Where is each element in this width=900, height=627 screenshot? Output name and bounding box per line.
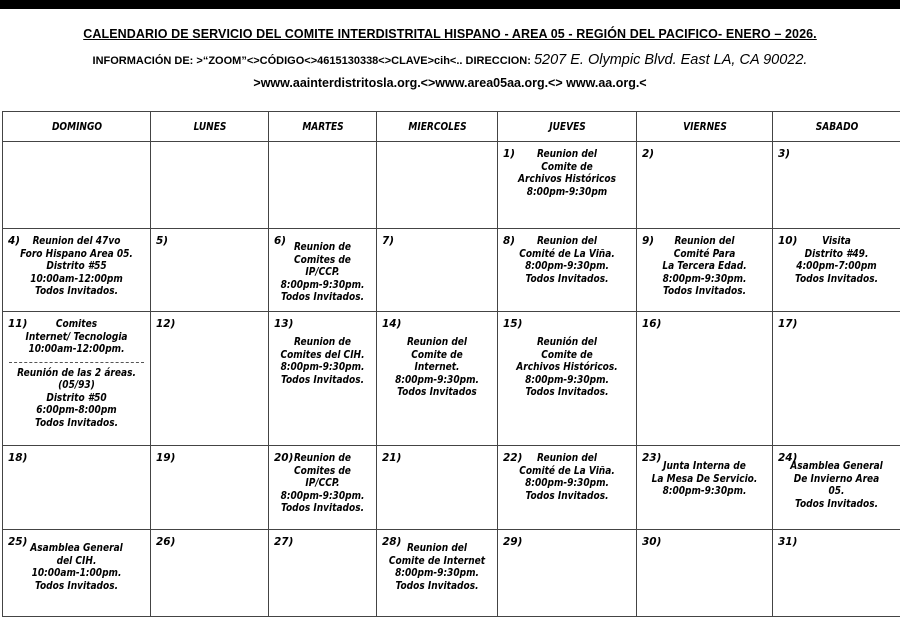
day-cell bbox=[637, 142, 773, 229]
weekday-header: DOMINGO bbox=[16, 112, 137, 142]
day-number: 19) bbox=[156, 452, 176, 464]
day-number: 25) bbox=[8, 536, 28, 548]
week-row bbox=[3, 229, 900, 312]
day-cell bbox=[151, 446, 269, 530]
day-cell bbox=[498, 530, 637, 617]
day-cell bbox=[3, 312, 151, 446]
day-cell bbox=[773, 142, 900, 229]
info-prefix: INFORMACIÓN DE: >“ZOOM”<>CÓDIGO<>4615130338<>CLAVE>cih<.. DIRECCION: bbox=[92, 55, 534, 67]
event-text: Reunion del Comite de Archivos Históricos 8:00pm-9:30pm bbox=[518, 148, 616, 198]
day-number: 5) bbox=[156, 235, 169, 247]
day-number: 1) bbox=[503, 148, 516, 160]
day-cell bbox=[498, 142, 637, 229]
day-number: 14) bbox=[382, 318, 402, 330]
day-cell bbox=[3, 229, 151, 312]
week-row bbox=[3, 530, 900, 617]
weekday-header: SABADO bbox=[784, 112, 889, 142]
day-number: 16) bbox=[642, 318, 662, 330]
day-cell bbox=[637, 530, 773, 617]
websites-line: >www.aainterdistritosla.org.<>www.area05aa.org.<> www.aa.org.< bbox=[253, 76, 647, 90]
day-number: 8) bbox=[503, 235, 516, 247]
day-number: 23) bbox=[642, 452, 662, 464]
weekday-header: MIERCOLES bbox=[387, 112, 486, 142]
day-number: 12) bbox=[156, 318, 176, 330]
event-text: Junta Interna de La Mesa De Servicio. 8:00pm-9:30pm. bbox=[651, 460, 758, 497]
day-cell bbox=[773, 530, 900, 617]
info-address: 5207 E. Olympic Blvd. East LA, CA 90022. bbox=[533, 52, 808, 68]
day-cell bbox=[637, 446, 773, 530]
info-line bbox=[0, 52, 900, 68]
weekday-header-row bbox=[3, 112, 900, 142]
weekday-header: JUEVES bbox=[510, 112, 624, 142]
event-text: Reunion del Comité de La Viña. 8:00pm-9:30pm. Todos Invitados. bbox=[519, 235, 615, 285]
day-number: 26) bbox=[156, 536, 176, 548]
event-text: Reunión de las 2 áreas. (05/93) Distrito #50 6:00pm-8:00pm Todos Invitados. bbox=[17, 366, 136, 429]
calendar-title: CALENDARIO DE SERVICIO DEL COMITE INTERDISTRITAL HISPANO - AREA 05 - REGIÓN DEL PACIFICO- ENERO – 2026. bbox=[83, 27, 817, 41]
day-cell bbox=[269, 312, 377, 446]
week-row bbox=[3, 446, 900, 530]
day-number: 22) bbox=[503, 452, 523, 464]
day-cell bbox=[377, 229, 498, 312]
event-text: Reunion del 47vo Foro Hispano Area 05. Distrito #55 10:00am-12:00pm Todos Invitados. bbox=[20, 235, 133, 297]
event-text: Reunion del Comite de Internet 8:00pm-9:30pm. Todos Invitados. bbox=[388, 542, 486, 592]
calendar-table bbox=[2, 111, 900, 617]
day-number: 21) bbox=[382, 452, 402, 464]
day-number: 7) bbox=[382, 235, 395, 247]
event-text: Reunión del Comite de Archivos Históricos. 8:00pm-9:30pm. Todos Invitados. bbox=[516, 336, 618, 398]
day-number: 4) bbox=[8, 235, 21, 247]
day-number: 3) bbox=[778, 148, 791, 160]
event-text: Reunion de Comites del CIH. 8:00pm-9:30pm. Todos Invitados. bbox=[280, 336, 365, 386]
day-cell bbox=[151, 530, 269, 617]
day-cell bbox=[498, 446, 637, 530]
day-cell bbox=[637, 312, 773, 446]
event-text: Asamblea General del CIH. 10:00am-1:00pm. Todos Invitados. bbox=[30, 542, 123, 592]
event-text: Comites Internet/ Tecnologia 10:00am-12:00pm. bbox=[25, 318, 128, 355]
day-number: 11) bbox=[8, 318, 28, 330]
day-cell bbox=[3, 142, 151, 229]
day-cell bbox=[498, 312, 637, 446]
day-number: 9) bbox=[642, 235, 655, 247]
weekday-header: LUNES bbox=[161, 112, 258, 142]
day-cell bbox=[269, 530, 377, 617]
event-text: Reunion del Comité Para La Tercera Edad. 8:00pm-9:30pm. Todos Invitados. bbox=[662, 235, 747, 297]
week-row bbox=[3, 142, 900, 229]
day-number: 28) bbox=[382, 536, 402, 548]
weekday-header: VIERNES bbox=[649, 112, 761, 142]
day-cell bbox=[3, 446, 151, 530]
day-cell bbox=[151, 312, 269, 446]
day-number: 18) bbox=[8, 452, 28, 464]
day-number: 6) bbox=[274, 235, 287, 247]
event-text: Reunion de Comites de IP/CCP. 8:00pm-9:30pm. Todos Invitados. bbox=[280, 241, 365, 303]
day-cell bbox=[773, 446, 900, 530]
day-cell bbox=[773, 229, 900, 312]
day-number: 2) bbox=[642, 148, 655, 160]
day-number: 17) bbox=[778, 318, 798, 330]
day-number: 13) bbox=[274, 318, 294, 330]
day-cell bbox=[151, 229, 269, 312]
weekday-header: MARTES bbox=[278, 112, 367, 142]
day-number: 24) bbox=[778, 452, 798, 464]
day-number: 20) bbox=[274, 452, 294, 464]
day-number: 29) bbox=[503, 536, 523, 548]
day-cell bbox=[269, 446, 377, 530]
top-black-bar bbox=[0, 0, 900, 9]
event-text: Reunion del Comite de Internet. 8:00pm-9:30pm. Todos Invitados bbox=[395, 336, 479, 398]
day-cell bbox=[637, 229, 773, 312]
day-cell bbox=[269, 229, 377, 312]
day-cell bbox=[377, 530, 498, 617]
week-row bbox=[3, 312, 900, 446]
day-cell bbox=[3, 530, 151, 617]
day-number: 30) bbox=[642, 536, 662, 548]
day-number: 27) bbox=[274, 536, 294, 548]
day-cell bbox=[151, 142, 269, 229]
day-cell bbox=[773, 312, 900, 446]
event-text: Visita Distrito #49. 4:00pm-7:00pm Todos Invitados. bbox=[794, 235, 879, 285]
day-cell bbox=[377, 446, 498, 530]
event-text: Reunion del Comité de La Viña. 8:00pm-9:30pm. Todos Invitados. bbox=[519, 452, 615, 502]
day-number: 31) bbox=[778, 536, 798, 548]
day-number: 10) bbox=[778, 235, 798, 247]
event-text: Asamblea General De Invierno Area 05. Todos Invitados. bbox=[790, 460, 883, 510]
event-text: Reunion de Comites de IP/CCP. 8:00pm-9:30pm. Todos Invitados. bbox=[280, 452, 365, 514]
day-number: 15) bbox=[503, 318, 523, 330]
day-cell bbox=[377, 142, 498, 229]
day-cell bbox=[498, 229, 637, 312]
day-cell bbox=[377, 312, 498, 446]
day-cell bbox=[269, 142, 377, 229]
